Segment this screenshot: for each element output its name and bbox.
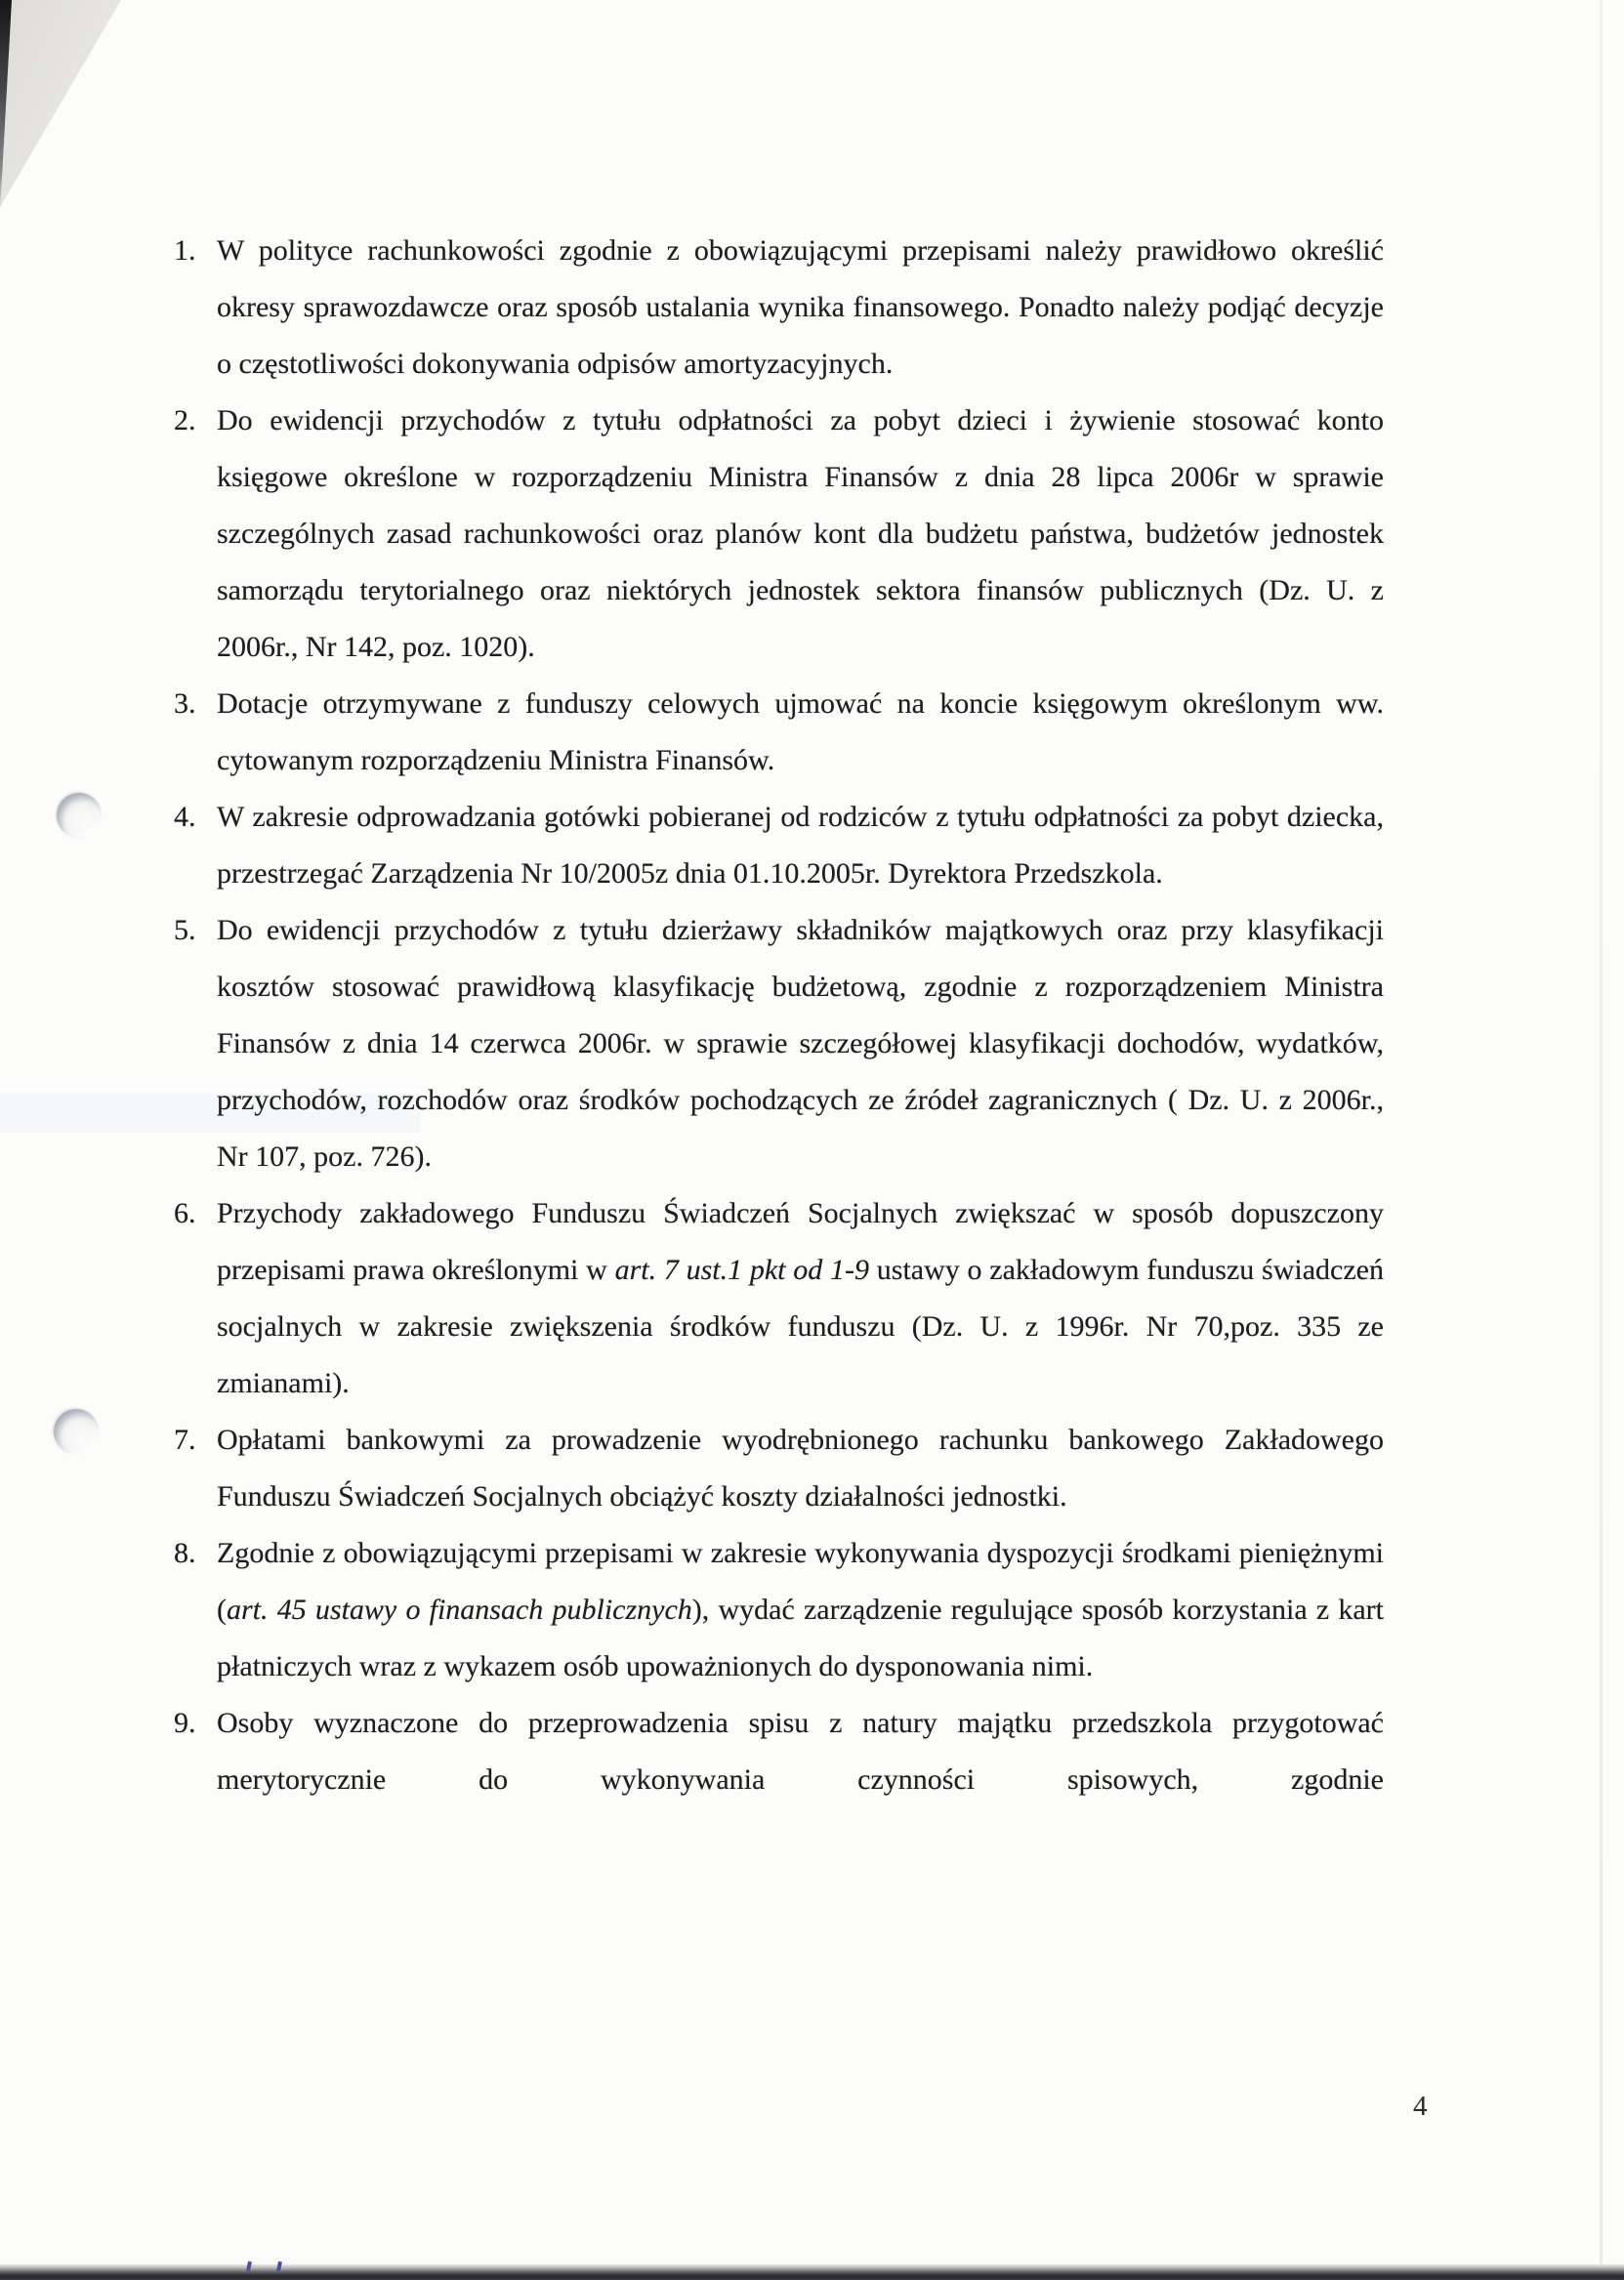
text-segment: Przychody zakładowego Funduszu Świadczeń Socjalnych zwiększać w sposób dopuszczony przepisami prawa określonymi w — [217, 1197, 1384, 1286]
list-item-number: 6. — [174, 1197, 196, 1229]
list-item-number: 1. — [174, 234, 196, 267]
list-item — [174, 393, 1384, 676]
list-item — [174, 1185, 1384, 1412]
numbered-list — [174, 223, 1384, 1808]
list-item — [174, 902, 1384, 1185]
list-item — [174, 1525, 1384, 1695]
list-item-text — [217, 1412, 1384, 1525]
list-item — [174, 676, 1384, 789]
text-segment: W polityce rachunkowości zgodnie z obowiązującymi przepisami należy prawidłowo określić okresy sprawozdawcze oraz sposób ustalania wynika finansowego. Ponadto należy podjąć decyzje o częstotliwości dokonywania odpisów amortyzacyjnych. — [217, 234, 1384, 380]
text-segment: Zgodnie z obowiązującymi przepisami w zakresie wykonywania dyspozycji środkami pieniężnymi ( — [217, 1537, 1384, 1626]
paper-right-edge-shadow — [1600, 0, 1603, 2280]
list-item-number: 4. — [174, 801, 196, 833]
text-segment: W zakresie odprowadzania gotówki pobieranej od rodziców z tytułu odpłatności za pobyt dziecka, przestrzegać Zarządzenia Nr 10/2005z dnia 01.10.2005r. Dyrektora Przedszkola. — [217, 801, 1384, 890]
scan-mark-blue-2 — [276, 2261, 282, 2272]
scan-corner-fold — [0, 0, 121, 207]
list-item-text — [217, 223, 1384, 393]
text-segment: Osoby wyznaczone do przeprowadzenia spisu z natury majątku przedszkola przygotować merytorycznie do wykonywania czynności spisowych, zgodnie — [217, 1707, 1384, 1796]
list-item — [174, 1695, 1384, 1808]
list-item-text — [217, 393, 1384, 676]
text-segment: ), wydać zarządzenie regulujące sposób korzystania z kart płatniczych wraz z wykazem osób upoważnionych do dysponowania nimi. — [217, 1594, 1385, 1682]
list-item-number: 9. — [174, 1707, 196, 1739]
list-item-number: 7. — [174, 1424, 196, 1456]
text-segment: Do ewidencji przychodów z tytułu odpłatności za pobyt dzieci i żywienie stosować konto księgowe określone w rozporządzeniu Ministra Finansów z dnia 28 lipca 2006r w sprawie szczególnych zasad rachunkowości oraz planów kont dla budżetu państwa, budżetów jednostek samorządu terytorialnego oraz niektórych jednostek sektora finansów publicznych (Dz. U. z 2006r., Nr 142, poz. 1020). — [217, 404, 1384, 663]
list-item-number: 8. — [174, 1537, 196, 1569]
text-segment: Dotacje otrzymywane z funduszy celowych ujmować na koncie księgowym określonym ww. cytowanym rozporządzeniu Ministra Finansów. — [217, 687, 1384, 776]
list-item-number: 3. — [174, 687, 196, 720]
list-item-text — [217, 902, 1384, 1185]
list-item-number: 2. — [174, 404, 196, 436]
page-number: 4 — [1413, 2091, 1428, 2122]
list-item — [174, 1412, 1384, 1525]
list-item-text — [217, 789, 1384, 902]
scan-mark-blue-1 — [246, 2261, 252, 2272]
list-item-text — [217, 676, 1384, 789]
list-item-number: 5. — [174, 914, 196, 946]
legal-citation-italic: art. 7 ust.1 pkt od 1-9 — [614, 1254, 870, 1286]
punch-hole-bottom — [54, 1409, 99, 1454]
legal-citation-italic: art. 45 ustawy o finansach publicznych — [227, 1594, 692, 1626]
text-segment: ustawy o zakładowym funduszu świadczeń socjalnych w zakresie zwiększenia środków funduszu (Dz. U. z 1996r. Nr 70,poz. 335 ze zmianami). — [217, 1254, 1384, 1399]
list-item-text — [217, 1525, 1384, 1695]
text-segment: Opłatami bankowymi za prowadzenie wyodrębnionego rachunku bankowego Zakładowego Funduszu Świadczeń Socjalnych obciążyć koszty działalności jednostki. — [217, 1424, 1384, 1513]
text-segment: Do ewidencji przychodów z tytułu dzierżawy składników majątkowych oraz przy klasyfikacji kosztów stosować prawidłową klasyfikację budżetową, zgodnie z rozporządzeniem Ministra Finansów z dnia 14 czerwca 2006r. w sprawie szczegółowej klasyfikacji dochodów, wydatków, przychodów, rozchodów oraz środków pochodzących ze źródeł zagranicznych ( Dz. U. z 2006r., Nr 107, poz. 726). — [217, 914, 1384, 1173]
scan-bottom-edge — [0, 2264, 1624, 2280]
list-item — [174, 223, 1384, 393]
list-item-text — [217, 1695, 1384, 1808]
punch-hole-top — [57, 793, 102, 838]
list-item — [174, 789, 1384, 902]
list-item-text — [217, 1185, 1384, 1412]
